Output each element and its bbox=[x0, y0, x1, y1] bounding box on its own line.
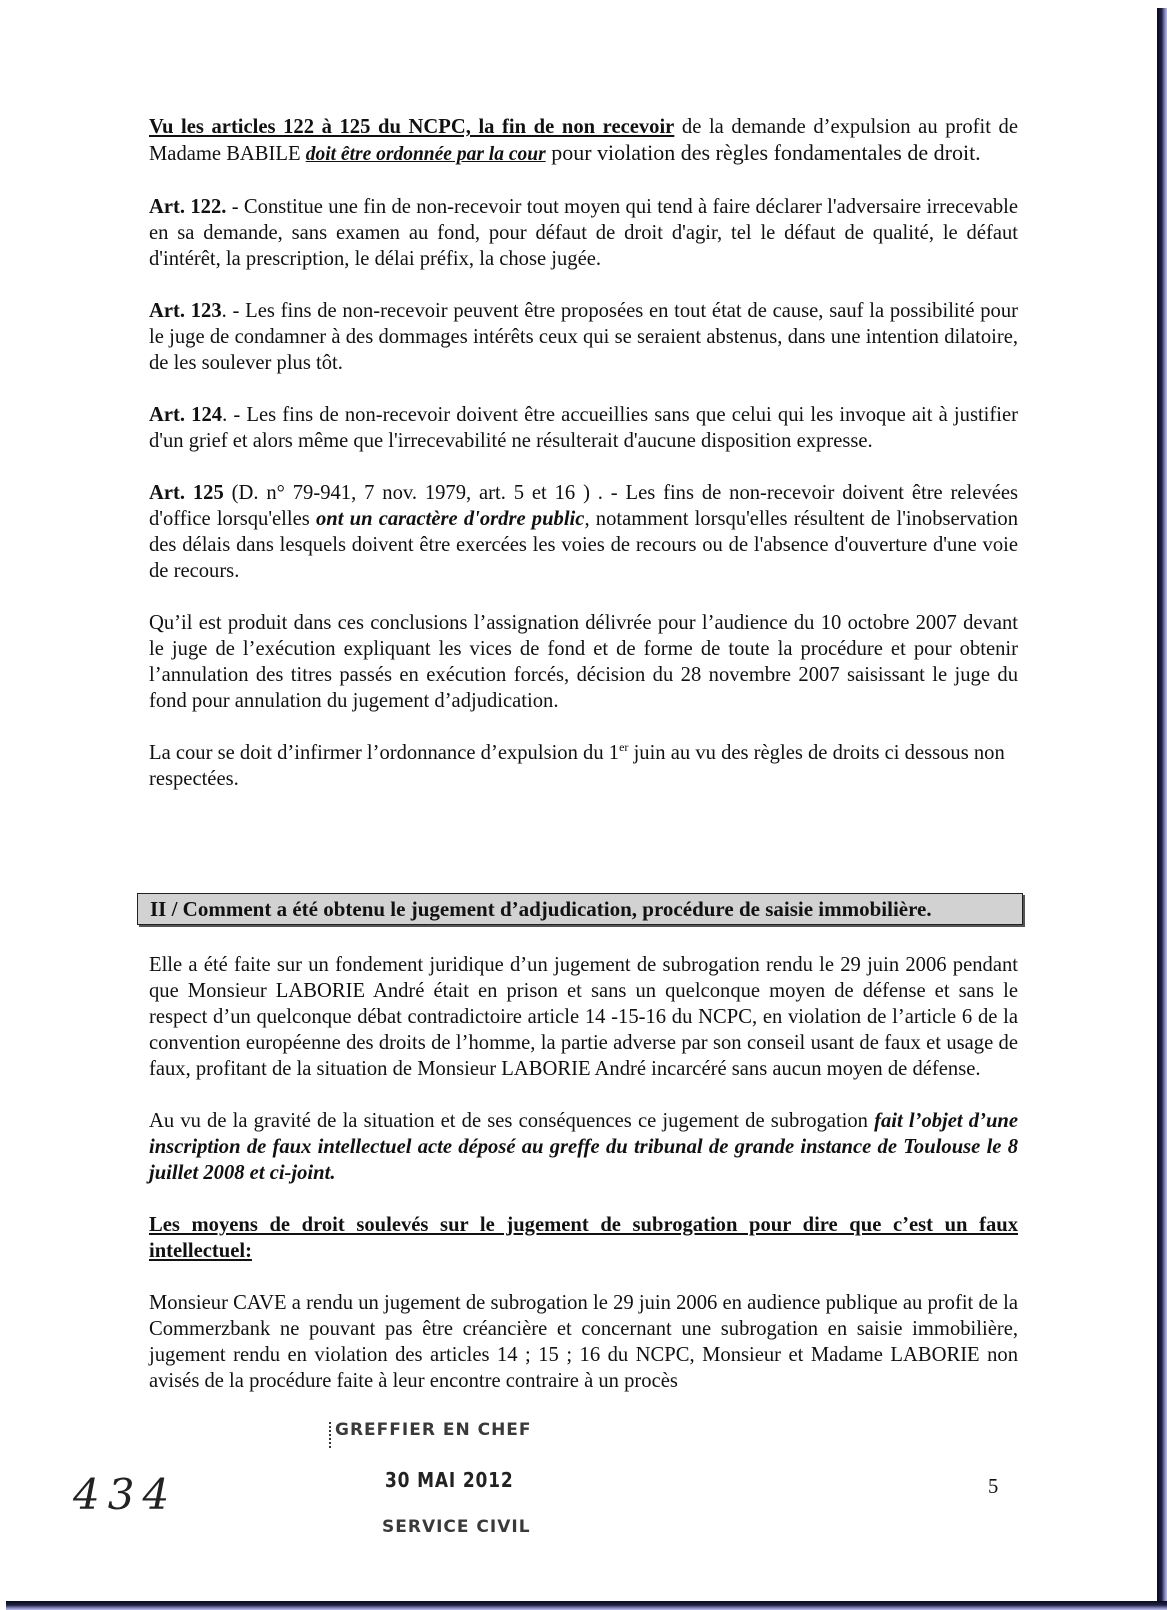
emphasis-ordre-public: ont un caractère d'ordre public bbox=[315, 508, 585, 530]
paragraph-fondement-juridique: Elle a été faite sur un fondement juridique d’un jugement de subrogation rendu le 29 juin 2006 pendant que Monsieur LABORIE André était en prison et sans un quelconque moyen de défense et sans le respect d’un quelconque débat contradictoire article 14 -15-16 du NCPC, en violation de l’article 6 de la convention européenne des droits de l’homme, la partie adverse par son conseil usant de faux et usage de faux, profitant de la situation de Monsieur LABORIE André incarcéré sans aucun moyen de défense. bbox=[149, 954, 1018, 1080]
stamp-service-civil: SERVICE CIVIL bbox=[382, 1517, 531, 1537]
article-label: Art. 122. bbox=[149, 196, 227, 218]
emphasis-inscription-de-faux: fait l’objet d’une inscription de faux intellectuel acte déposé au greffe du tribunal de grande instance de Toulouse le 8 juillet 2008 et ci-joint. bbox=[149, 1110, 1018, 1184]
paragraph-monsieur-cave: Monsieur CAVE a rendu un jugement de subrogation le 29 juin 2006 en audience publique au profit de la Commerzbank ne pouvant pas être créancière et concernant une subrogation en saisie immobilière, jugement rendu en violation des articles 14 ; 15 ; 16 du NCPC, Monsieur et Madame LABORIE non avisés de la procédure faite à leur encontre contraire à un procès bbox=[149, 1292, 1018, 1392]
page-shadow-right bbox=[1157, 8, 1167, 1610]
lead-bold-underlined: Vu les articles 122 à 125 du NCPC, la fin de non recevoir bbox=[149, 116, 675, 138]
article-label: Art. 125 bbox=[149, 482, 224, 504]
stamp-greffier-en-chef: GREFFIER EN CHEF bbox=[335, 1420, 532, 1440]
article-label: Art. 124 bbox=[149, 404, 223, 426]
handwritten-page-count: 434 bbox=[73, 1470, 178, 1519]
stamp-border-mark bbox=[329, 1422, 333, 1448]
article-122: Art. 122. - Constitue une fin de non-recevoir tout moyen qui tend à faire déclarer l'adversaire irrecevable en sa demande, sans examen au fond, pour défaut de droit d'agir, tel le défaut de qualité, le défaut d'intérêt, la prescription, le délai préfix, la chose jugée. bbox=[149, 196, 1018, 270]
paragraph-assignation: Qu’il est produit dans ces conclusions l’assignation délivrée pour l’audience du 10 octobre 2007 devant le juge de l’exécution expliquant les vices de fond et de forme de toute la procédure et pour obtenir l’annulation des titres passés en exécution forcés, décision du 28 novembre 2007 saisissant le juge du fond pour annulation du jugement d’adjudication. bbox=[149, 612, 1018, 712]
article-123: Art. 123. - Les fins de non-recevoir peuvent être proposées en tout état de cause, sauf la possibilité pour le juge de condamner à des dommages intérêts ceux qui se seraient abstenus, dans une intention dilatoire, de les soulever plus tôt. bbox=[149, 300, 1018, 374]
page-shadow-bottom bbox=[6, 1601, 1167, 1610]
stamp-date: 30 MAI 2012 bbox=[385, 1468, 514, 1492]
document-body bbox=[149, 114, 1018, 792]
article-124: Art. 124. - Les fins de non-recevoir doivent être accueillies sans que celui qui les invoque ait à justifier d'un grief et alors même que l'irrecevabilité ne résulterait d'aucune disposition expresse. bbox=[149, 404, 1018, 452]
page-number: 5 bbox=[988, 1476, 999, 1498]
document-body-section-ii bbox=[149, 952, 1018, 1394]
paragraph-gravite: Au vu de la gravité de la situation et de ses conséquences ce jugement de subrogation fait l’objet d’une inscription de faux intellectuel acte déposé au greffe du tribunal de grande instance de Toulouse le 8 juillet 2008 et ci-joint. bbox=[149, 1110, 1018, 1184]
paragraph-infirmer-ordonnance: La cour se doit d’infirmer l’ordonnance d’expulsion du 1er juin au vu des règles de droits ci dessous non respectées. bbox=[149, 740, 1005, 790]
subheading-moyens-de-droit: Les moyens de droit soulevés sur le jugement de subrogation pour dire que c’est un faux intellectuel: bbox=[149, 1214, 1018, 1262]
article-125: Art. 125 (D. n° 79-941, 7 nov. 1979, art. 5 et 16 ) . - Les fins de non-recevoir doivent être relevées d'office lorsqu'elles ont un caractère d'ordre public, notamment lorsqu'elles résultent de l'inobservation des délais dans lesquels doivent être exercées les voies de recours ou de l'absence d'ouverture d'une voie de recours. bbox=[149, 482, 1018, 582]
article-label: Art. 123 bbox=[149, 300, 222, 322]
emphasis-ordonnee-par-la-cour: doit être ordonnée par la cour bbox=[305, 144, 546, 165]
paragraph-fin-de-non-recevoir: Vu les articles 122 à 125 du NCPC, la fin de non recevoir de la demande d’expulsion au profit de Madame BABILE doit être ordonnée par la cour pour violation des règles fondamentales de droit. bbox=[149, 116, 1018, 165]
section-heading-ii: II / Comment a été obtenu le jugement d’adjudication, procédure de saisie immobilière. bbox=[137, 893, 1023, 925]
